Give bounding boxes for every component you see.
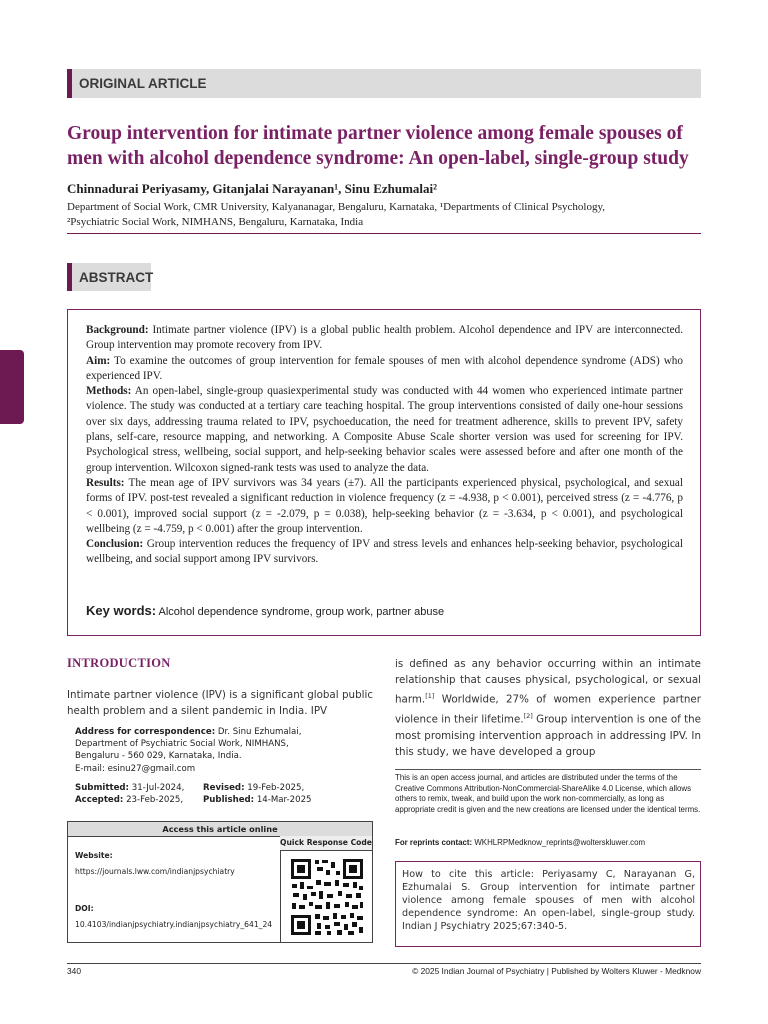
abstract-body xyxy=(86,323,683,568)
reprints-label: For reprints contact: xyxy=(395,838,473,847)
revised-date: 19-Feb-2025, xyxy=(244,783,305,793)
background-text: Intimate partner violence (IPV) is a global public health problem. Alcohol dependence and IPV are interconnected. Group intervention may promote recovery from IPV. xyxy=(86,324,683,352)
side-tab-marker xyxy=(0,350,24,424)
submitted-label: Submitted: xyxy=(75,783,129,793)
article-title xyxy=(67,121,717,171)
published-label: Published: xyxy=(203,795,255,806)
aim-text: To examine the outcomes of group intervention for female spouses of men with alcohol dependence syndrome (ADS) who experienced IPV. xyxy=(86,354,683,382)
license-notice: This is an open access journal, and articles are distributed under the terms of the Creative Commons Attribution-NonCommercial-ShareAlike 4.0 License, which allows others to remix, tweak, and build upon the work non-commercially, as long as appropriate credit is given and the new creations are licensed under the identical terms. xyxy=(395,773,701,814)
qr-label: Quick Response Code xyxy=(280,836,372,851)
access-online-box xyxy=(67,821,373,943)
journal-footer: © 2025 Indian Journal of Psychiatry | Published by Wolters Kluwer - Medknow xyxy=(412,966,701,976)
conclusion-text: Group intervention reduces the frequency of IPV and stress levels and enhances help-seeking behavior, psychological wellbeing, and social support among IPV survivors. xyxy=(86,538,683,566)
abstract-results xyxy=(86,476,683,537)
abstract-heading-banner xyxy=(67,263,154,291)
accepted-date: 23-Feb-2025, xyxy=(123,795,184,806)
doi-link[interactable]: 10.4103/indianjpsychiatry.indianjpsychiatry_641_24 xyxy=(75,920,273,929)
keywords-label: Key words: xyxy=(86,603,157,618)
title-line-2: men with alcohol dependence syndrome: An open-label, single-group study xyxy=(67,148,689,169)
website-link[interactable]: https://journals.lww.com/indianjpsychiatry xyxy=(75,867,235,876)
license-divider xyxy=(395,769,701,770)
revised-label: Revised: xyxy=(203,783,245,793)
published-date: 14-Mar-2025 xyxy=(254,795,312,806)
citation-ref-2[interactable]: [2] xyxy=(523,712,533,721)
correspondence-name: Dr. Sinu Ezhumalai, xyxy=(215,727,302,737)
affiliation-line-2: ²Psychiatric Social Work, NIMHANS, Bengaluru, Karnataka, India xyxy=(67,216,364,228)
methods-label: Methods: xyxy=(86,385,132,398)
conclusion-label: Conclusion: xyxy=(86,538,144,551)
introduction-left-text: Intimate partner violence (IPV) is a significant global public health problem and a silent pandemic in India. IPV xyxy=(67,689,373,718)
background-label: Background: xyxy=(86,324,149,336)
correspondence-city: Bengaluru - 560 029, Karnataka, India. xyxy=(75,751,242,762)
keywords xyxy=(86,602,444,620)
keywords-text: Alcohol dependence syndrome, group work, partner abuse xyxy=(156,606,445,618)
reprints-contact xyxy=(395,838,645,849)
abstract-methods xyxy=(86,384,683,476)
introduction-heading: INTRODUCTION xyxy=(67,656,171,670)
intro-text-part-a: is defined as any behavior occurring within an intimate relationship that causes physical, psychological, or sexual harm. xyxy=(395,658,701,706)
header-divider xyxy=(67,233,701,234)
affiliation-line-1: Department of Social Work, CMR University, Kalyananagar, Bengaluru, Karnataka, ¹Departments of Clinical Psychology, xyxy=(67,201,605,213)
how-to-cite-text: How to cite this article: Periyasamy C, Narayanan G, Ezhumalai S. Group intervention for intimate partner violence among female spouses of men with alcohol dependence syndrome: An open-label, single-group study. Indian J Psychiatry 2025;67:340-5. xyxy=(402,869,695,933)
doi-label: DOI: xyxy=(75,904,94,913)
abstract-background xyxy=(86,323,683,354)
results-label: Results: xyxy=(86,476,125,489)
introduction-right-text xyxy=(395,656,701,760)
correspondence-dept: Department of Psychiatric Social Work, NIMHANS, xyxy=(75,739,289,750)
author-list: Chinnadurai Periyasamy, Gitanjalai Narayanan¹, Sinu Ezhumalai² xyxy=(67,181,438,196)
affiliations xyxy=(67,200,707,230)
abstract-heading: ABSTRACT xyxy=(79,269,154,285)
qr-code-icon[interactable] xyxy=(290,858,364,936)
article-type-label: ORIGINAL ARTICLE xyxy=(79,76,207,91)
article-type-banner xyxy=(67,69,701,98)
access-divider xyxy=(280,836,281,942)
citation-ref-1[interactable]: [1] xyxy=(425,692,435,701)
correspondence-label: Address for correspondence: xyxy=(75,727,216,737)
reprints-email[interactable]: WKHLRPMedknow_reprints@wolterskluwer.com xyxy=(472,838,646,847)
title-line-1: Group intervention for intimate partner violence among female spouses of xyxy=(67,123,683,144)
correspondence-block xyxy=(75,726,375,775)
submitted-date: 31-Jul-2024, xyxy=(129,783,185,793)
footer-divider xyxy=(67,963,701,964)
results-text: The mean age of IPV survivors was 34 years (±7). All the participants experienced physical, psychological, and sexual forms of IPV. post-test revealed a significant reduction in violence frequency (z = -4.938, p < 0.001), perceived stress (z = -4.776, p < 0.001), improved social support (z = -2.079, p = 0.038), help-seeking behavior (z = -3.634, p < 0.001), and psychological wellbeing (z = -4.759, p < 0.001) after the group intervention. xyxy=(86,476,683,535)
access-heading: Access this article online xyxy=(68,822,372,837)
intro-text-part-b: Worldwide, 27% of women experience partner violence in their lifetime. xyxy=(395,693,701,726)
website-label: Website: xyxy=(75,851,113,860)
correspondence-email: E-mail: esinu27@gmail.com xyxy=(75,763,196,774)
abstract-aim xyxy=(86,354,683,385)
methods-text: An open-label, single-group quasiexperimental study was conducted with 44 women who experienced intimate partner violence. The study was conducted at a tertiary care teaching hospital. The group interventions consisted of daily one-hour sessions over six days, addressing trauma related to IPV, psychoeducation, the need for treatment adherence, skills to prevent IPV, safety plans, self-care, resource mapping, and networking. A Composite Abuse Scale shorter version was used for screening for IPV. Psychological stress, wellbeing, social support, and help-seeking behavior scales were assessed before and after one month of the group intervention. Wilcoxon signed-rank tests was used to analyze the data. xyxy=(86,385,683,474)
intro-text-part-c: Group intervention is one of the most promising intervention approach in addressing IPV. In this study, we have developed a group xyxy=(395,713,701,758)
article-dates xyxy=(75,782,375,807)
aim-label: Aim: xyxy=(86,354,111,367)
page-number: 340 xyxy=(67,966,81,976)
abstract-conclusion xyxy=(86,537,683,568)
accepted-label: Accepted: xyxy=(75,795,124,806)
